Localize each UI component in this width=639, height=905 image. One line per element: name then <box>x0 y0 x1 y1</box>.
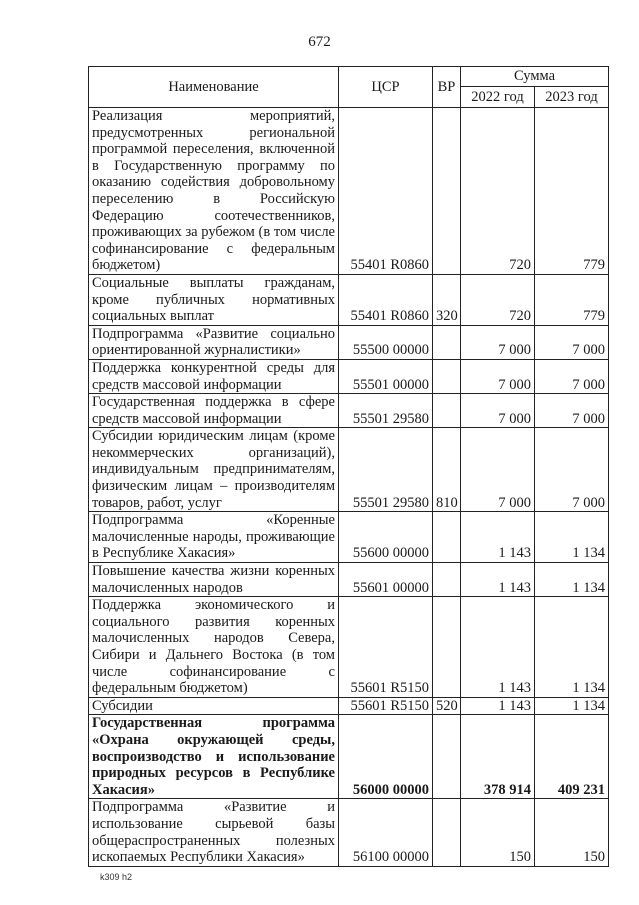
row-csr: 56000 00000 <box>339 715 433 799</box>
row-name: Государственная программа «Охрана окружающей среды, воспроизводство и использование природных ресурсов в Республике Хакасия» <box>89 715 339 799</box>
row-sum-2022: 7 000 <box>461 325 535 359</box>
row-name: Повышение качества жизни коренных малочисленных народов <box>89 563 339 597</box>
table-row <box>89 597 609 698</box>
row-sum-2023: 779 <box>535 274 609 325</box>
row-name: Реализация мероприятий, предусмотренных региональной программой переселения, включенной в Государственную программу по оказанию содействия добровольному переселению в Российскую Федерацию соотечественников, проживающих за рубежом (в том числе софинансирование с федеральным бюджетом) <box>89 108 339 275</box>
row-csr: 55401 R0860 <box>339 108 433 275</box>
row-csr: 55501 29580 <box>339 428 433 512</box>
row-sum-2023: 779 <box>535 108 609 275</box>
table-row <box>89 359 609 393</box>
row-sum-2022: 1 143 <box>461 597 535 698</box>
row-name: Подпрограмма «Развитие и использование сырьевой базы общераспространенных полезных ископаемых Республики Хакасия» <box>89 799 339 866</box>
row-vr <box>433 359 461 393</box>
row-vr <box>433 715 461 799</box>
row-sum-2023: 409 231 <box>535 715 609 799</box>
row-name: Субсидии <box>89 697 339 715</box>
row-csr: 55601 R5150 <box>339 597 433 698</box>
table-row <box>89 394 609 428</box>
row-vr <box>433 394 461 428</box>
row-csr: 55501 29580 <box>339 394 433 428</box>
row-sum-2023: 1 134 <box>535 563 609 597</box>
row-vr <box>433 597 461 698</box>
table-row <box>89 697 609 715</box>
table-row <box>89 799 609 866</box>
row-sum-2022: 1 143 <box>461 512 535 563</box>
row-vr: 810 <box>433 428 461 512</box>
row-sum-2023: 1 134 <box>535 512 609 563</box>
row-sum-2022: 720 <box>461 108 535 275</box>
header-year-2023: 2023 год <box>535 87 609 108</box>
header-sum: Сумма <box>461 67 609 87</box>
row-vr <box>433 325 461 359</box>
row-name: Поддержка конкурентной среды для средств массовой информации <box>89 359 339 393</box>
header-name: Наименование <box>89 67 339 108</box>
table-row <box>89 274 609 325</box>
table-row <box>89 563 609 597</box>
row-csr: 55501 00000 <box>339 359 433 393</box>
table-row <box>89 325 609 359</box>
row-csr: 55601 00000 <box>339 563 433 597</box>
row-csr: 56100 00000 <box>339 799 433 866</box>
row-csr: 55401 R0860 <box>339 274 433 325</box>
row-vr <box>433 799 461 866</box>
row-name: Социальные выплаты гражданам, кроме публичных нормативных социальных выплат <box>89 274 339 325</box>
row-sum-2022: 378 914 <box>461 715 535 799</box>
row-name: Государственная поддержка в сфере средств массовой информации <box>89 394 339 428</box>
row-name: Подпрограмма «Коренные малочисленные народы, проживающие в Республике Хакасия» <box>89 512 339 563</box>
row-sum-2022: 150 <box>461 799 535 866</box>
budget-table <box>88 66 609 867</box>
header-year-2022: 2022 год <box>461 87 535 108</box>
header-csr: ЦСР <box>339 67 433 108</box>
table-body <box>89 108 609 867</box>
row-vr <box>433 563 461 597</box>
row-name: Подпрограмма «Развитие социально ориентированной журналистики» <box>89 325 339 359</box>
row-vr <box>433 108 461 275</box>
row-name: Субсидии юридическим лицам (кроме некоммерческих организаций), индивидуальным предпринимателям, физическим лицам – производителям товаров, работ, услуг <box>89 428 339 512</box>
row-sum-2022: 1 143 <box>461 563 535 597</box>
row-vr: 320 <box>433 274 461 325</box>
header-vr: ВР <box>433 67 461 108</box>
row-csr: 55500 00000 <box>339 325 433 359</box>
row-sum-2022: 1 143 <box>461 697 535 715</box>
table-header-row <box>89 67 609 87</box>
row-sum-2023: 7 000 <box>535 428 609 512</box>
row-sum-2022: 7 000 <box>461 359 535 393</box>
table-row <box>89 108 609 275</box>
row-sum-2023: 7 000 <box>535 394 609 428</box>
row-sum-2023: 150 <box>535 799 609 866</box>
page-number: 672 <box>308 34 331 50</box>
row-vr: 520 <box>433 697 461 715</box>
row-sum-2023: 1 134 <box>535 597 609 698</box>
row-sum-2022: 7 000 <box>461 394 535 428</box>
footer-code: k309 h2 <box>100 872 133 882</box>
table-row <box>89 715 609 799</box>
row-sum-2022: 720 <box>461 274 535 325</box>
row-csr: 55600 00000 <box>339 512 433 563</box>
row-name: Поддержка экономического и социального развития коренных малочисленных народов Севера, Сибири и Дальнего Востока (в том числе софинансирование с федеральным бюджетом) <box>89 597 339 698</box>
row-sum-2022: 7 000 <box>461 428 535 512</box>
table-row <box>89 512 609 563</box>
row-sum-2023: 1 134 <box>535 697 609 715</box>
table-row <box>89 428 609 512</box>
row-sum-2023: 7 000 <box>535 325 609 359</box>
row-vr <box>433 512 461 563</box>
row-sum-2023: 7 000 <box>535 359 609 393</box>
row-csr: 55601 R5150 <box>339 697 433 715</box>
